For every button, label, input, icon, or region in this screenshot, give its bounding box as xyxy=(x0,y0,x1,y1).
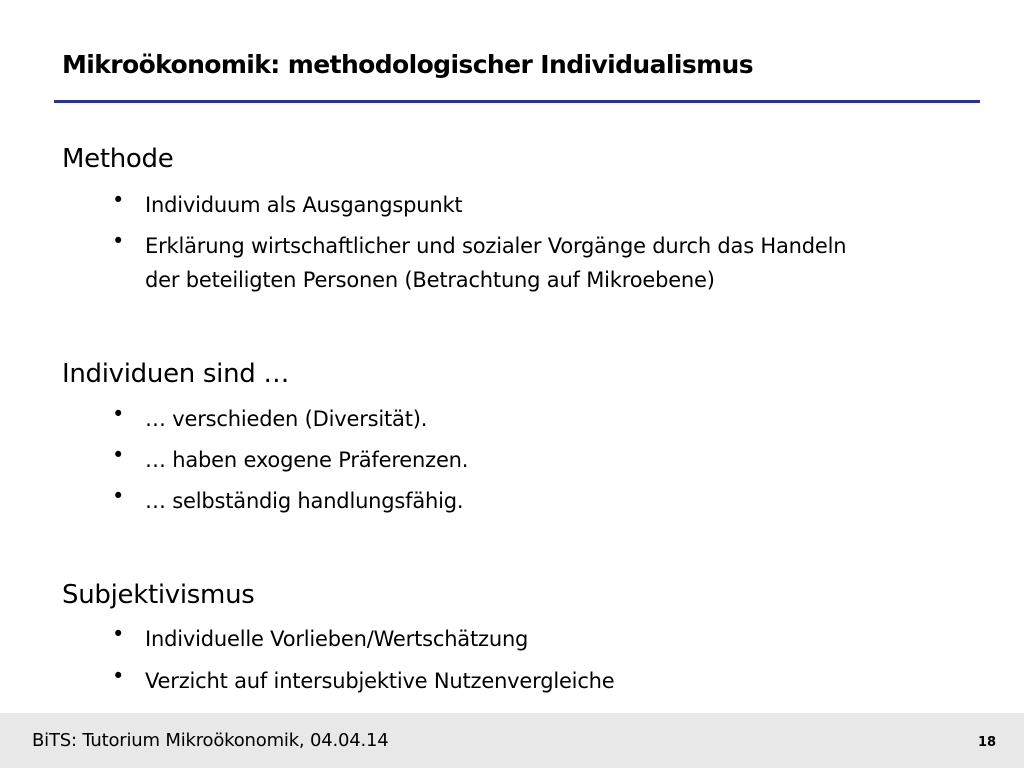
title-divider xyxy=(54,100,980,103)
bullet-icon: • xyxy=(112,443,125,467)
bullet-text: Individuelle Vorlieben/Wertschätzung xyxy=(145,627,529,651)
bullet-text: Verzicht auf intersubjektive Nutzenvergleiche xyxy=(145,669,615,693)
bullet-text: … selbständig handlungsfähig. xyxy=(145,489,464,513)
bullet-icon: • xyxy=(112,229,125,253)
slide-footer xyxy=(0,713,1024,768)
bullet-text-line-1: Erklärung wirtschaftlicher und sozialer Vorgänge durch das Handeln xyxy=(145,234,847,258)
section-heading-methode: Methode xyxy=(62,144,174,174)
bullet-icon: • xyxy=(112,622,125,646)
bullet-text: Individuum als Ausgangspunkt xyxy=(145,193,463,217)
bullet-icon: • xyxy=(112,188,125,212)
page-number: 18 xyxy=(978,735,997,750)
bullet-text-line-2: der beteiligten Personen (Betrachtung auf Mikroebene) xyxy=(145,268,715,292)
section-heading-individuen: Individuen sind … xyxy=(62,359,290,389)
slide-title: Mikroökonomik: methodologischer Individualismus xyxy=(62,50,754,79)
bullet-icon: • xyxy=(112,484,125,508)
section-heading-subjektivismus: Subjektivismus xyxy=(62,580,255,610)
footer-text: BiTS: Tutorium Mikroökonomik, 04.04.14 xyxy=(32,730,389,751)
bullet-text: … haben exogene Präferenzen. xyxy=(145,448,469,472)
bullet-icon: • xyxy=(112,664,125,688)
bullet-icon: • xyxy=(112,402,125,426)
bullet-text: … verschieden (Diversität). xyxy=(145,407,428,431)
